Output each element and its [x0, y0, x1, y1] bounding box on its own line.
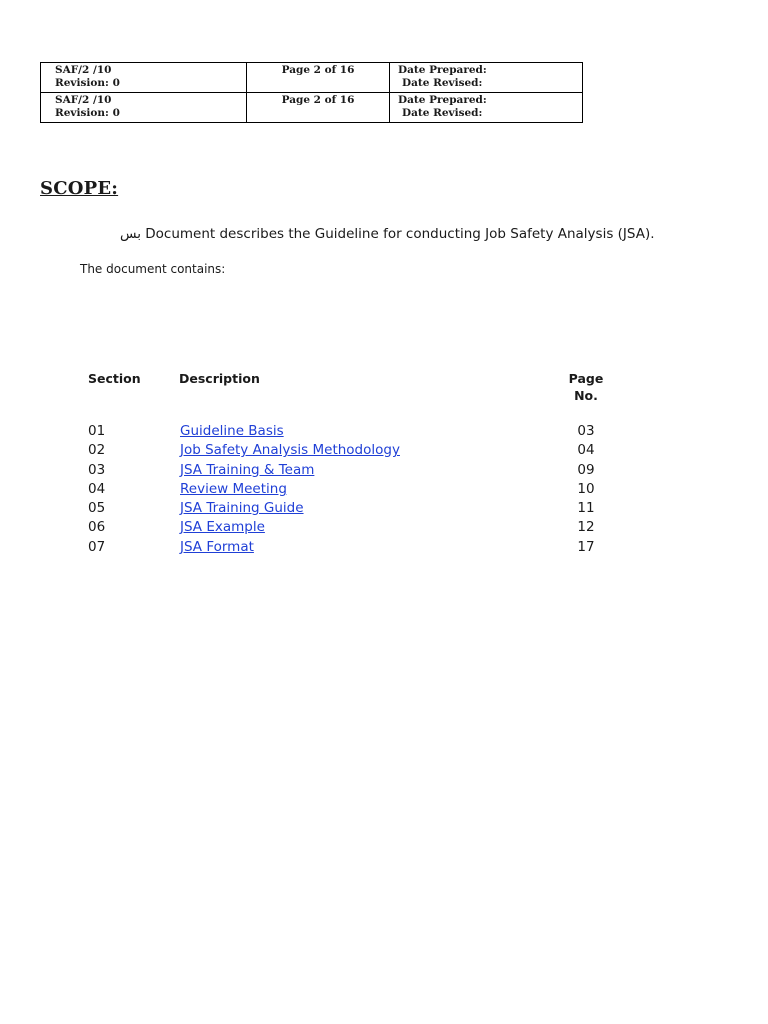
toc-link-jsa-methodology[interactable]: Job Safety Analysis Methodology [180, 442, 400, 459]
date-prepared: Date Prepared: [398, 94, 487, 106]
toc-row [0, 480, 768, 499]
toc-header-page-line2: No. [574, 388, 598, 403]
toc-section-number: 06 [88, 519, 106, 536]
toc-row [0, 538, 768, 557]
toc-page-number: 04 [577, 442, 595, 459]
toc-page-number: 10 [577, 480, 595, 497]
toc-page-number: 17 [577, 538, 595, 555]
doc-revision: Revision: 0 [55, 77, 120, 89]
doc-code: SAF/2 /10 [55, 64, 112, 76]
toc-link-guideline-basis[interactable]: Guideline Basis [180, 423, 284, 439]
toc-section-number: 02 [88, 442, 106, 459]
toc-link-jsa-example[interactable]: JSA Example [180, 519, 265, 536]
dates-cell [390, 93, 583, 123]
toc-header-page [556, 370, 616, 404]
toc-header-section: Section [88, 371, 141, 386]
contains-intro: The document contains: [80, 262, 226, 276]
dates-cell [390, 63, 583, 93]
toc-page-number: 03 [577, 423, 595, 439]
toc-header-page-line1: Page [568, 371, 604, 386]
scope-heading: SCOPE: [40, 178, 119, 199]
toc-link-jsa-training-guide[interactable]: JSA Training Guide [180, 500, 304, 517]
scope-description: بس Document describes the Guideline for conducting Job Safety Analysis (JSA). [120, 226, 655, 242]
date-revised: Date Revised: [402, 107, 483, 119]
date-revised: Date Revised: [402, 77, 483, 89]
doc-code-cell [41, 93, 247, 123]
header-row [41, 93, 583, 123]
toc-link-jsa-format[interactable]: JSA Format [180, 538, 254, 555]
toc-section-number: 05 [88, 500, 106, 517]
toc-row [0, 518, 768, 537]
toc-page-number: 11 [577, 500, 595, 517]
doc-code: SAF/2 /10 [55, 94, 112, 106]
toc-link-review-meeting[interactable]: Review Meeting [180, 480, 287, 497]
toc-row [0, 441, 768, 460]
doc-code-cell [41, 63, 247, 93]
page-count: Page 2 of 16 [281, 94, 355, 106]
header-row [41, 63, 583, 93]
document-header-table [40, 62, 583, 123]
date-prepared: Date Prepared: [398, 64, 487, 76]
toc-section-number: 07 [88, 538, 106, 555]
toc-row [0, 422, 768, 441]
toc-page-number: 09 [577, 461, 595, 478]
toc-header-description: Description [179, 371, 260, 386]
toc-section-number: 04 [88, 480, 106, 497]
toc-row [0, 499, 768, 518]
toc-link-jsa-training-team[interactable]: JSA Training & Team [180, 461, 315, 478]
toc-section-number: 01 [88, 423, 106, 439]
toc-row [0, 461, 768, 480]
page-count: Page 2 of 16 [281, 64, 355, 76]
doc-revision: Revision: 0 [55, 107, 120, 119]
toc-section-number: 03 [88, 461, 106, 478]
page-count-cell [247, 63, 390, 93]
page-count-cell [247, 93, 390, 123]
toc-page-number: 12 [577, 519, 595, 536]
toc-list [0, 422, 768, 557]
